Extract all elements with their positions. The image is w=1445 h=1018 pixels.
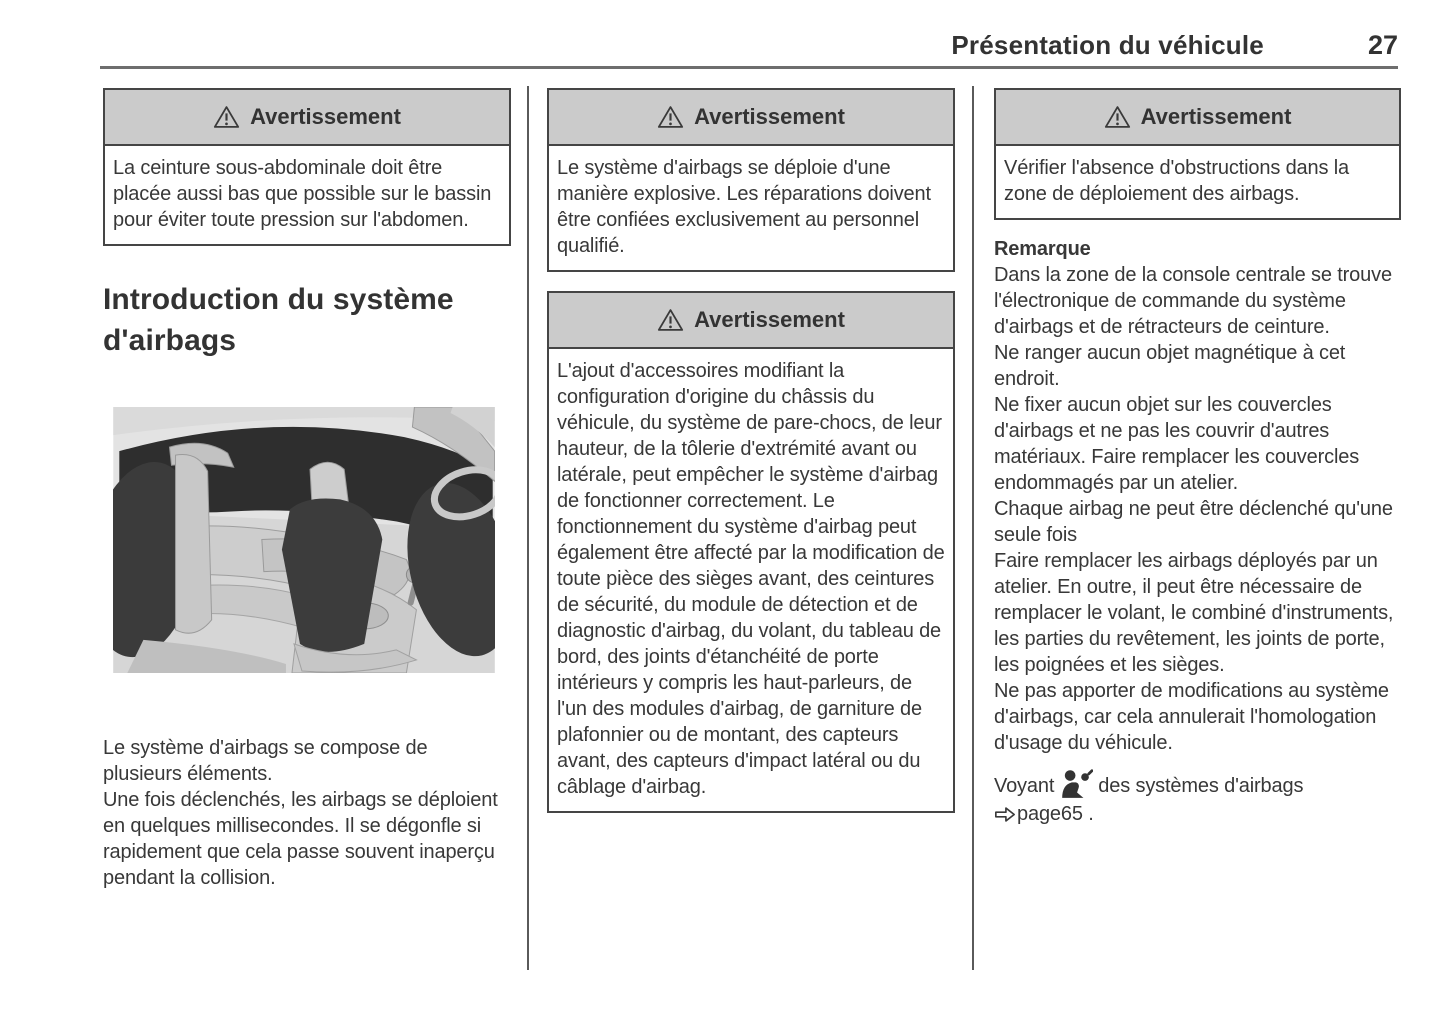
warning-box-lap-belt <box>103 88 511 246</box>
airbag-indicator-icon <box>1059 769 1093 799</box>
page-header <box>100 30 1398 61</box>
remark-line: Ne ranger aucun objet magnétique à cet endroit. <box>994 342 1346 390</box>
warning-box-header <box>996 90 1399 146</box>
remark-line: Chaque airbag ne peut être déclenché qu'une seule fois <box>994 498 1393 546</box>
warning-box-explosive-deploy <box>547 88 955 272</box>
remark-line: Ne pas apporter de modifications au système d'airbags, car cela annulerait l'homologation d'usage du véhicule. <box>994 680 1389 754</box>
section-heading: Introduction du système d'airbags <box>103 283 454 357</box>
column-divider <box>527 86 529 970</box>
column-2 <box>547 88 955 813</box>
warning-triangle-icon <box>657 105 684 129</box>
warning-box-accessories <box>547 291 955 813</box>
page-reference-arrow-icon <box>994 806 1016 823</box>
column-divider <box>972 86 974 970</box>
chapter-title: Présentation du véhicule <box>951 30 1264 60</box>
warning-text: Vérifier l'absence d'obstructions dans la zone de déploiement des airbags. <box>1004 157 1350 205</box>
indicator-reference <box>994 769 1401 828</box>
indicator-text: Voyant <box>994 775 1055 797</box>
remark-line: Dans la zone de la console centrale se trouve l'électronique de commande du système d'airbags et de rétracteurs de ceinture. <box>994 264 1392 338</box>
column-1 <box>103 88 511 891</box>
header-rule <box>100 66 1398 69</box>
warning-triangle-icon <box>213 105 240 129</box>
warning-box-obstructions <box>994 88 1401 220</box>
page-number: 27 <box>1367 30 1398 60</box>
warning-box-header <box>549 293 953 349</box>
warning-label: Avertissement <box>694 104 845 129</box>
warning-text: Le système d'airbags se déploie d'une manière explosive. Les réparations doivent être confiées exclusivement au personnel qualifié. <box>557 157 931 257</box>
remark-line: Faire remplacer les airbags déployés par un atelier. En outre, il peut être nécessaire de remplacer le volant, le combiné d'instruments, les parties du revêtement, les joints de porte, les poignées et les sièges. <box>994 550 1394 676</box>
warning-box-header <box>105 90 509 146</box>
warning-text: La ceinture sous-abdominale doit être placée aussi bas que possible sur le bassin pour éviter toute pression sur l'abdomen. <box>113 157 492 231</box>
remark-label: Remarque <box>994 238 1091 260</box>
warning-box-header <box>549 90 953 146</box>
paragraph: Le système d'airbags se compose de plusieurs éléments. <box>103 737 428 785</box>
warning-triangle-icon <box>1104 105 1131 129</box>
airbag-seats-figure <box>113 407 495 673</box>
intro-paragraphs <box>103 735 511 891</box>
warning-text: L'ajout d'accessoires modifiant la configuration d'origine du châssis du véhicule, du système de pare-chocs, de leur hauteur, de la tôlerie d'extrémité avant ou latérale, peut empêcher le système d'airbag de fonctionner correctement. Le fonctionnement du système d'airbag peut également être affecté par la modification de toute pièce des sièges avant, des ceintures de sécurité, du module de détection et de diagnostic d'airbag, du volant, du tableau de bord, des joints d'étanchéité de porte intérieurs y compris les haut-parleurs, de l'un des modules d'airbag, de garniture de plafonnier ou de montant, des capteurs avant, des capteurs d'impact latéral ou du câblage d'airbag. <box>557 360 945 798</box>
page-ref-text: page65 . <box>1017 803 1094 825</box>
warning-label: Avertissement <box>1140 104 1292 129</box>
warning-label: Avertissement <box>694 307 845 332</box>
warning-label: Avertissement <box>250 104 401 129</box>
warning-triangle-icon <box>657 308 684 332</box>
column-3 <box>994 88 1401 828</box>
indicator-text: des systèmes d'airbags <box>1098 775 1304 797</box>
remark-line: Ne fixer aucun objet sur les couvercles d'airbags et ne pas les couvrir d'autres matériaux. Faire remplacer les couvercles endommagés par un atelier. <box>994 394 1360 494</box>
remark-block <box>994 236 1401 756</box>
paragraph: Une fois déclenchés, les airbags se déploient en quelques millisecondes. Il se dégonfle si rapidement que cela passe souvent inaperçu pendant la collision. <box>103 789 498 889</box>
